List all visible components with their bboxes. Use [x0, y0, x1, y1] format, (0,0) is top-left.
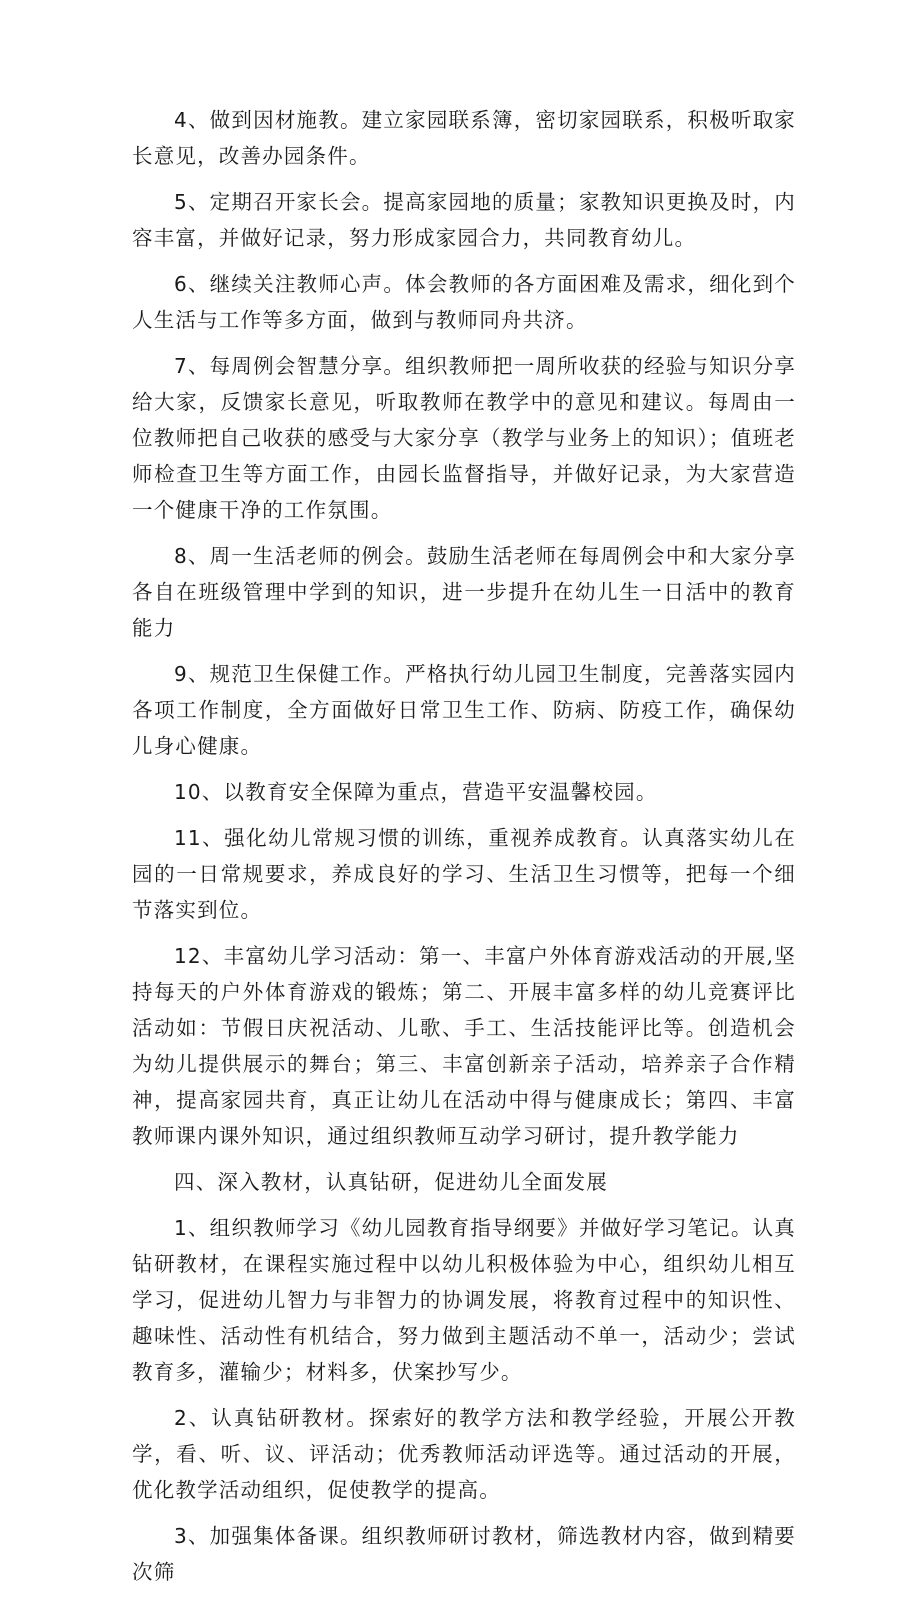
paragraph-item-7 — [132, 348, 796, 528]
item-text: 、周一生活老师的例会。鼓励生活老师在每周例会中和大家分享各自在班级管理中学到的知识，进一步提升在幼儿生一日活中的教育能力 — [132, 544, 796, 640]
item-number: 10 — [174, 780, 202, 804]
item-text: 、规范卫生保健工作。严格执行幼儿园卫生制度，完善落实园内各项工作制度，全方面做好日常卫生工作、防病、防疫工作，确保幼儿身心健康。 — [132, 662, 796, 758]
section-paragraph-2 — [132, 1400, 796, 1508]
item-number: 5 — [174, 190, 188, 214]
item-number: 2 — [174, 1406, 188, 1430]
item-text: 、强化幼儿常规习惯的训练，重视养成教育。认真落实幼儿在园的一日常规要求，养成良好的学习、生活卫生习惯等，把每一个细节落实到位。 — [132, 826, 796, 922]
paragraph-item-12 — [132, 938, 796, 1154]
paragraph-item-9 — [132, 656, 796, 764]
item-number: 12 — [174, 944, 202, 968]
item-text: 、以教育安全保障为重点，营造平安温馨校园。 — [201, 780, 658, 804]
section-paragraph-3 — [132, 1518, 796, 1590]
item-number: 7 — [174, 354, 188, 378]
item-number: 4 — [174, 108, 188, 132]
item-text: 、加强集体备课。组织教师研讨教材，筛选教材内容，做到精要次筛 — [132, 1524, 796, 1584]
paragraph-item-4 — [132, 102, 796, 174]
paragraph-item-5 — [132, 184, 796, 256]
item-text: 、每周例会智慧分享。组织教师把一周所收获的经验与知识分享给大家，反馈家长意见，听取教师在教学中的意见和建议。每周由一位教师把自己收获的感受与大家分享（教学与业务上的知识）；值班老师检查卫生等方面工作，由园长监督指导，并做好记录，为大家营造一个健康干净的工作氛围。 — [132, 354, 796, 522]
item-text: 、做到因材施教。建立家园联系簿，密切家园联系，积极听取家长意见，改善办园条件。 — [132, 108, 796, 168]
item-number: 8 — [174, 544, 188, 568]
item-number: 9 — [174, 662, 188, 686]
item-number: 3 — [174, 1524, 188, 1548]
item-number: 6 — [174, 272, 188, 296]
item-text: 、丰富幼儿学习活动：第一、丰富户外体育游戏活动的开展,坚持每天的户外体育游戏的锻炼；第二、开展丰富多样的幼儿竞赛评比活动如：节假日庆祝活动、儿歌、手工、生活技能评比等。创造机会为幼儿提供展示的舞台；第三、丰富创新亲子活动，培养亲子合作精神，提高家园共育，真正让幼儿在活动中得与健康成长；第四、丰富教师课内课外知识，通过组织教师互动学习研讨，提升教学能力 — [132, 944, 796, 1148]
section-heading: 四、深入教材，认真钻研，促进幼儿全面发展 — [174, 1170, 608, 1194]
document-body — [132, 102, 796, 1600]
item-text: 、组织教师学习《幼儿园教育指导纲要》并做好学习笔记。认真钻研教材，在课程实施过程中以幼儿积极体验为中心，组织幼儿相互学习，促进幼儿智力与非智力的协调发展，将教育过程中的知识性、趣味性、活动性有机结合，努力做到主题活动不单一，活动少；尝试教育多，灌输少；材料多，伏案抄写少。 — [132, 1216, 796, 1384]
item-number: 1 — [174, 1216, 188, 1240]
paragraph-item-6 — [132, 266, 796, 338]
section-paragraph-1 — [132, 1210, 796, 1390]
paragraph-item-11 — [132, 820, 796, 928]
item-text: 、定期召开家长会。提高家园地的质量；家教知识更换及时，内容丰富，并做好记录，努力形成家园合力，共同教育幼儿。 — [132, 190, 796, 250]
item-text: 、继续关注教师心声。体会教师的各方面困难及需求，细化到个人生活与工作等多方面，做到与教师同舟共济。 — [132, 272, 796, 332]
paragraph-item-10 — [132, 774, 796, 810]
paragraph-item-8 — [132, 538, 796, 646]
item-number: 11 — [174, 826, 202, 850]
item-text: 、认真钻研教材。探索好的教学方法和教学经验，开展公开教学，看、听、议、评活动；优秀教师活动评选等。通过活动的开展，优化教学活动组织，促使教学的提高。 — [132, 1406, 796, 1502]
